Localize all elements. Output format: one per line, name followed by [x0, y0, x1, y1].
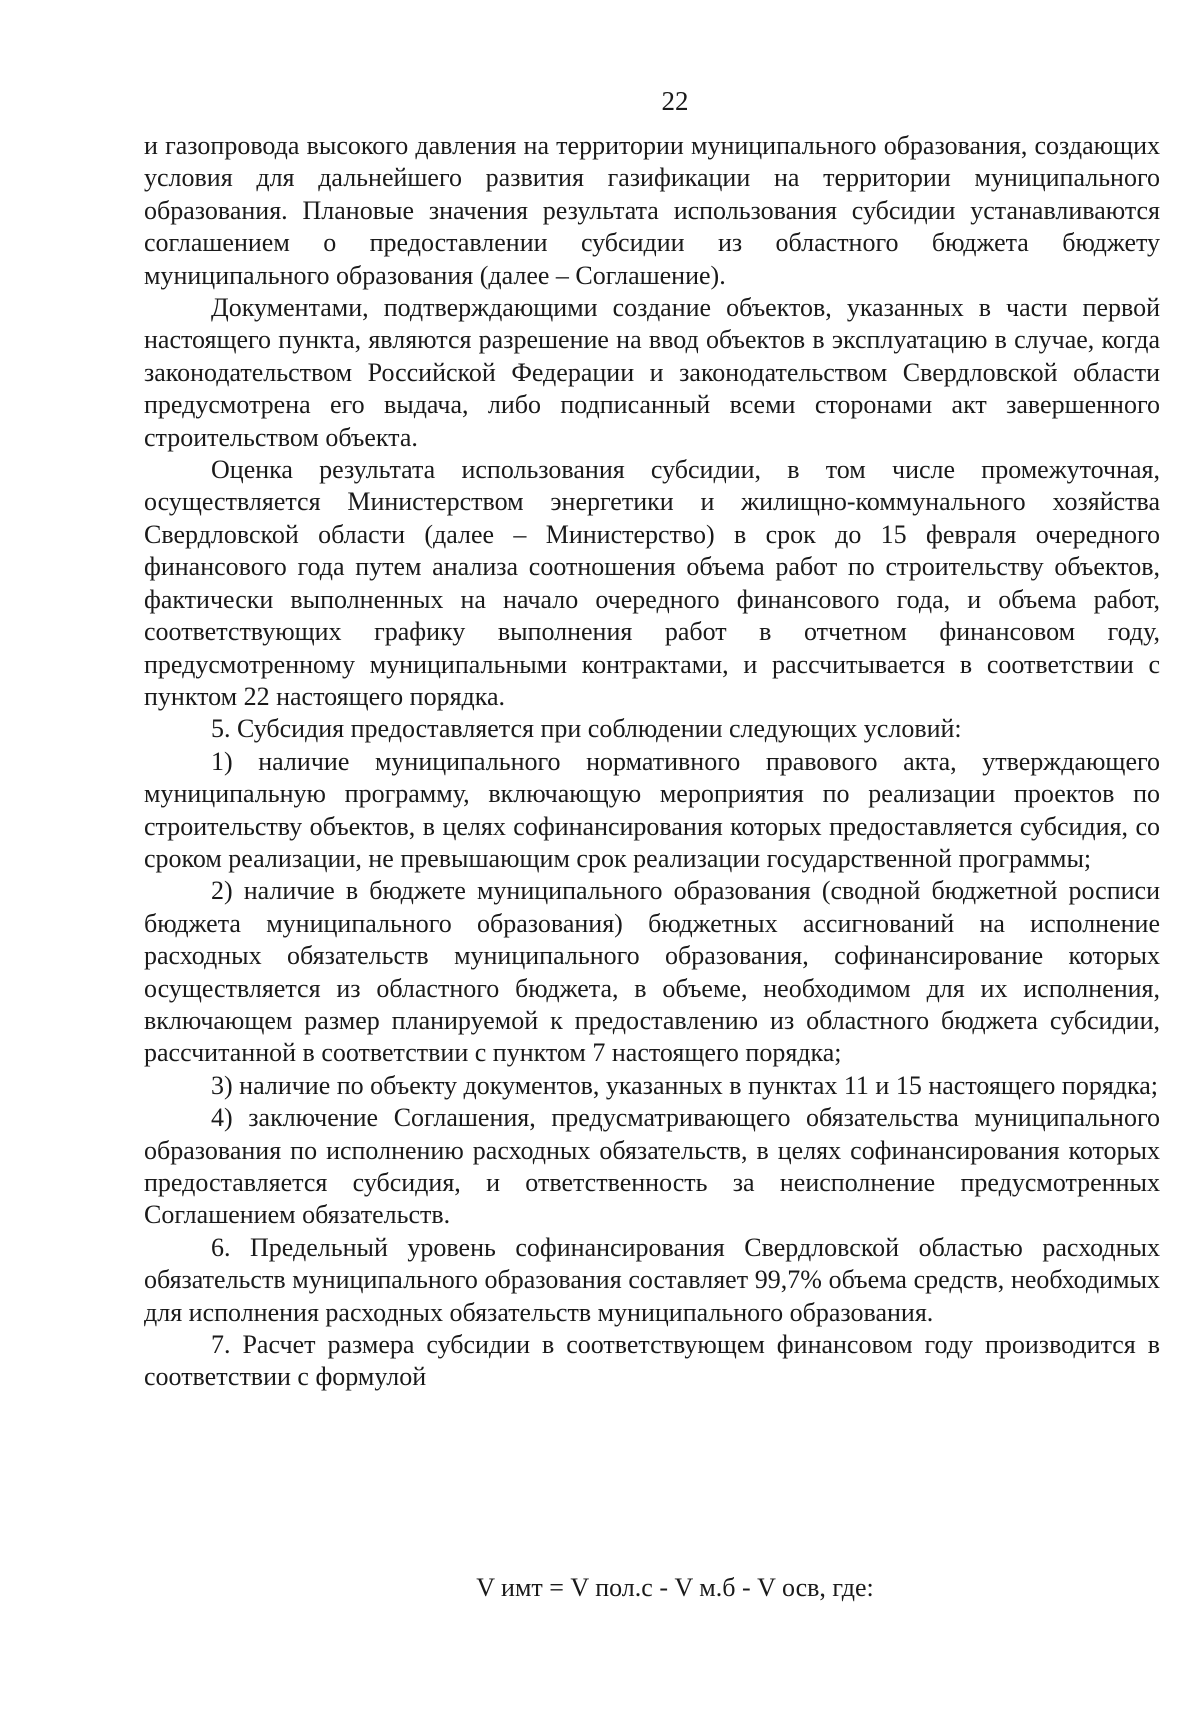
- paragraph-condition-1: 1) наличие муниципального нормативного правового акта, утверждающего муниципальную программу, включающую мероприятия по реализации проектов по строительству объектов, в целях софинансирования которых предоставляется субсидия, со сроком реализации, не превышающим срок реализации государственной программы;: [144, 746, 1160, 873]
- subsidy-formula: V имт = V пол.с - V м.б - V осв, где:: [476, 1573, 874, 1602]
- paragraph-item-7: 7. Расчет размера субсидии в соответствующем финансовом году производится в соответствии с формулой: [144, 1330, 1160, 1392]
- paragraph-item-6: 6. Предельный уровень софинансирования Свердловской областью расходных обязательств муниципального образования составляет 99,7% объема средств, необходимых для исполнения расходных обязательств муниципального образования.: [144, 1232, 1160, 1327]
- paragraph-result-evaluation: Оценка результата использования субсидии, в том числе промежуточная, осуществляется Министерством энергетики и жилищно-коммунального хозяйства Свердловской области (далее – Министерство) в срок до 15 февраля очередного финансового года путем анализа соотношения объема работ по строительству объектов, фактически выполненных на начало очередного финансового года, и объема работ, соответствующих графику выполнения работ в отчетном финансовом году, предусмотренному муниципальными контрактами, и рассчитывается в соответствии с пунктом 22 настоящего порядка.: [144, 455, 1160, 711]
- page-number: 22: [661, 86, 689, 116]
- paragraph-confirming-documents: Документами, подтверждающими создание объектов, указанных в части первой настоящего пункта, являются разрешение на ввод объектов в эксплуатацию в случае, когда законодательством Российской Федерации и законодательством Свердловской области предусмотрена его выдача, либо подписанный всеми сторонами акт завершенного строительством объекта.: [144, 293, 1160, 452]
- paragraph-condition-2: 2) наличие в бюджете муниципального образования (сводной бюджетной росписи бюджета муниципального образования) бюджетных ассигнований на исполнение расходных обязательств муниципального образования, софинансирование которых осуществляется из областного бюджета, в объеме, необходимом для их исполнения, включающем размер планируемой к предоставлению из областного бюджета субсидии, рассчитанной в соответствии с пунктом 7 настоящего порядка;: [144, 876, 1160, 1068]
- paragraph-continuation: и газопровода высокого давления на территории муниципального образования, создающих условия для дальнейшего развития газификации на территории муниципального образования. Плановые значения результата использования субсидии устанавливаются соглашением о предоставлении субсидии из областного бюджета бюджету муниципального образования (далее – Соглашение).: [144, 131, 1160, 290]
- paragraph-item-5: 5. Субсидия предоставляется при соблюдении следующих условий:: [211, 714, 962, 744]
- paragraph-condition-4: 4) заключение Соглашения, предусматривающего обязательства муниципального образования по исполнению расходных обязательств, в целях софинансирования которых предоставляется субсидия, и ответственность за неисполнение предусмотренных Соглашением обязательств.: [144, 1103, 1160, 1230]
- paragraph-condition-3: 3) наличие по объекту документов, указанных в пунктах 11 и 15 настоящего порядка;: [211, 1070, 1159, 1100]
- document-body: [144, 130, 1160, 1394]
